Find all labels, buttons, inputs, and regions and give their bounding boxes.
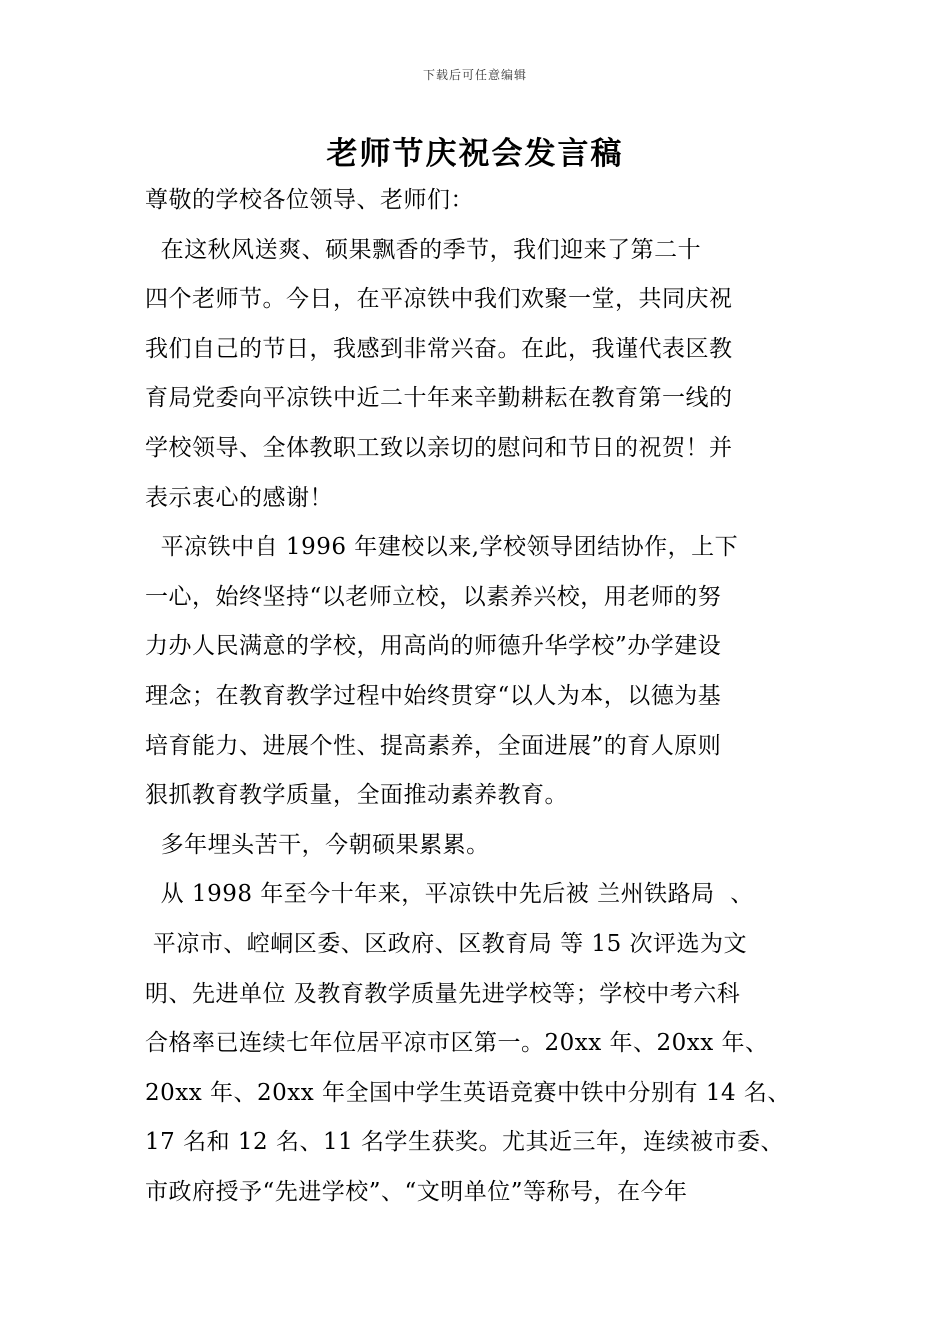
text-line: 力办人民满意的学校，用高尚的师德升华学校”办学建设 xyxy=(145,633,722,660)
header-note: 下载后可任意编辑 xyxy=(422,68,527,82)
text-line: 学校领导、全体教职工致以亲切的慰问和节日的祝贺！并 xyxy=(145,434,733,461)
text-line: 狠抓教育教学质量，全面推动素养教育。 xyxy=(145,782,568,809)
text-line: 合格率已连续七年位居平凉市区第一。20xx 年、20xx 年、 xyxy=(145,1030,769,1057)
text-line: 理念；在教育教学过程中始终贯穿“以人为本，以德为基 xyxy=(145,682,722,709)
text-line: 20xx 年、20xx 年全国中学生英语竞赛中铁中分别有 14 名、 xyxy=(145,1079,791,1106)
text-line: 尊敬的学校各位领导、老师们： xyxy=(145,187,474,213)
document-title: 老师节庆祝会发言稿 xyxy=(326,136,624,172)
text-line: 从 1998 年至今十年来，平凉铁中先后被 兰州铁路局 、 xyxy=(145,881,754,908)
text-line: 我们自己的节日，我感到非常兴奋。在此，我谨代表区教 xyxy=(145,335,733,362)
text-line: 育局党委向平凉铁中近二十年来辛勤耕耘在教育第一线的 xyxy=(145,385,733,412)
text-line: 明、先进单位 及教育教学质量先进学校等；学校中考六科 xyxy=(145,980,741,1007)
text-line: 在这秋风送爽、硕果飘香的季节，我们迎来了第二十 xyxy=(145,236,702,263)
text-line: 培育能力、进展个性、提高素养，全面进展”的育人原则 xyxy=(145,732,722,759)
speech-body xyxy=(145,176,815,1217)
text-line: 市政府授予“先进学校”、“文明单位”等称号，在今年 xyxy=(145,1178,688,1205)
text-line: 17 名和 12 名、11 名学生获奖。尤其近三年，连续被市委、 xyxy=(145,1129,785,1156)
text-line: 平凉铁中自 1996 年建校以来,学校领导团结协作，上下 xyxy=(145,534,739,561)
text-line: 一心，始终坚持“以老师立校，以素养兴校，用老师的努 xyxy=(145,583,722,610)
text-line: 表示衷心的感谢！ xyxy=(145,484,333,511)
text-line: 多年埋头苦干，今朝硕果累累。 xyxy=(145,831,490,858)
text-line: 平凉市、崆峒区委、区政府、区教育局 等 15 次评选为文 xyxy=(145,930,748,957)
text-line: 四个老师节。今日，在平凉铁中我们欢聚一堂，共同庆祝 xyxy=(145,286,733,313)
